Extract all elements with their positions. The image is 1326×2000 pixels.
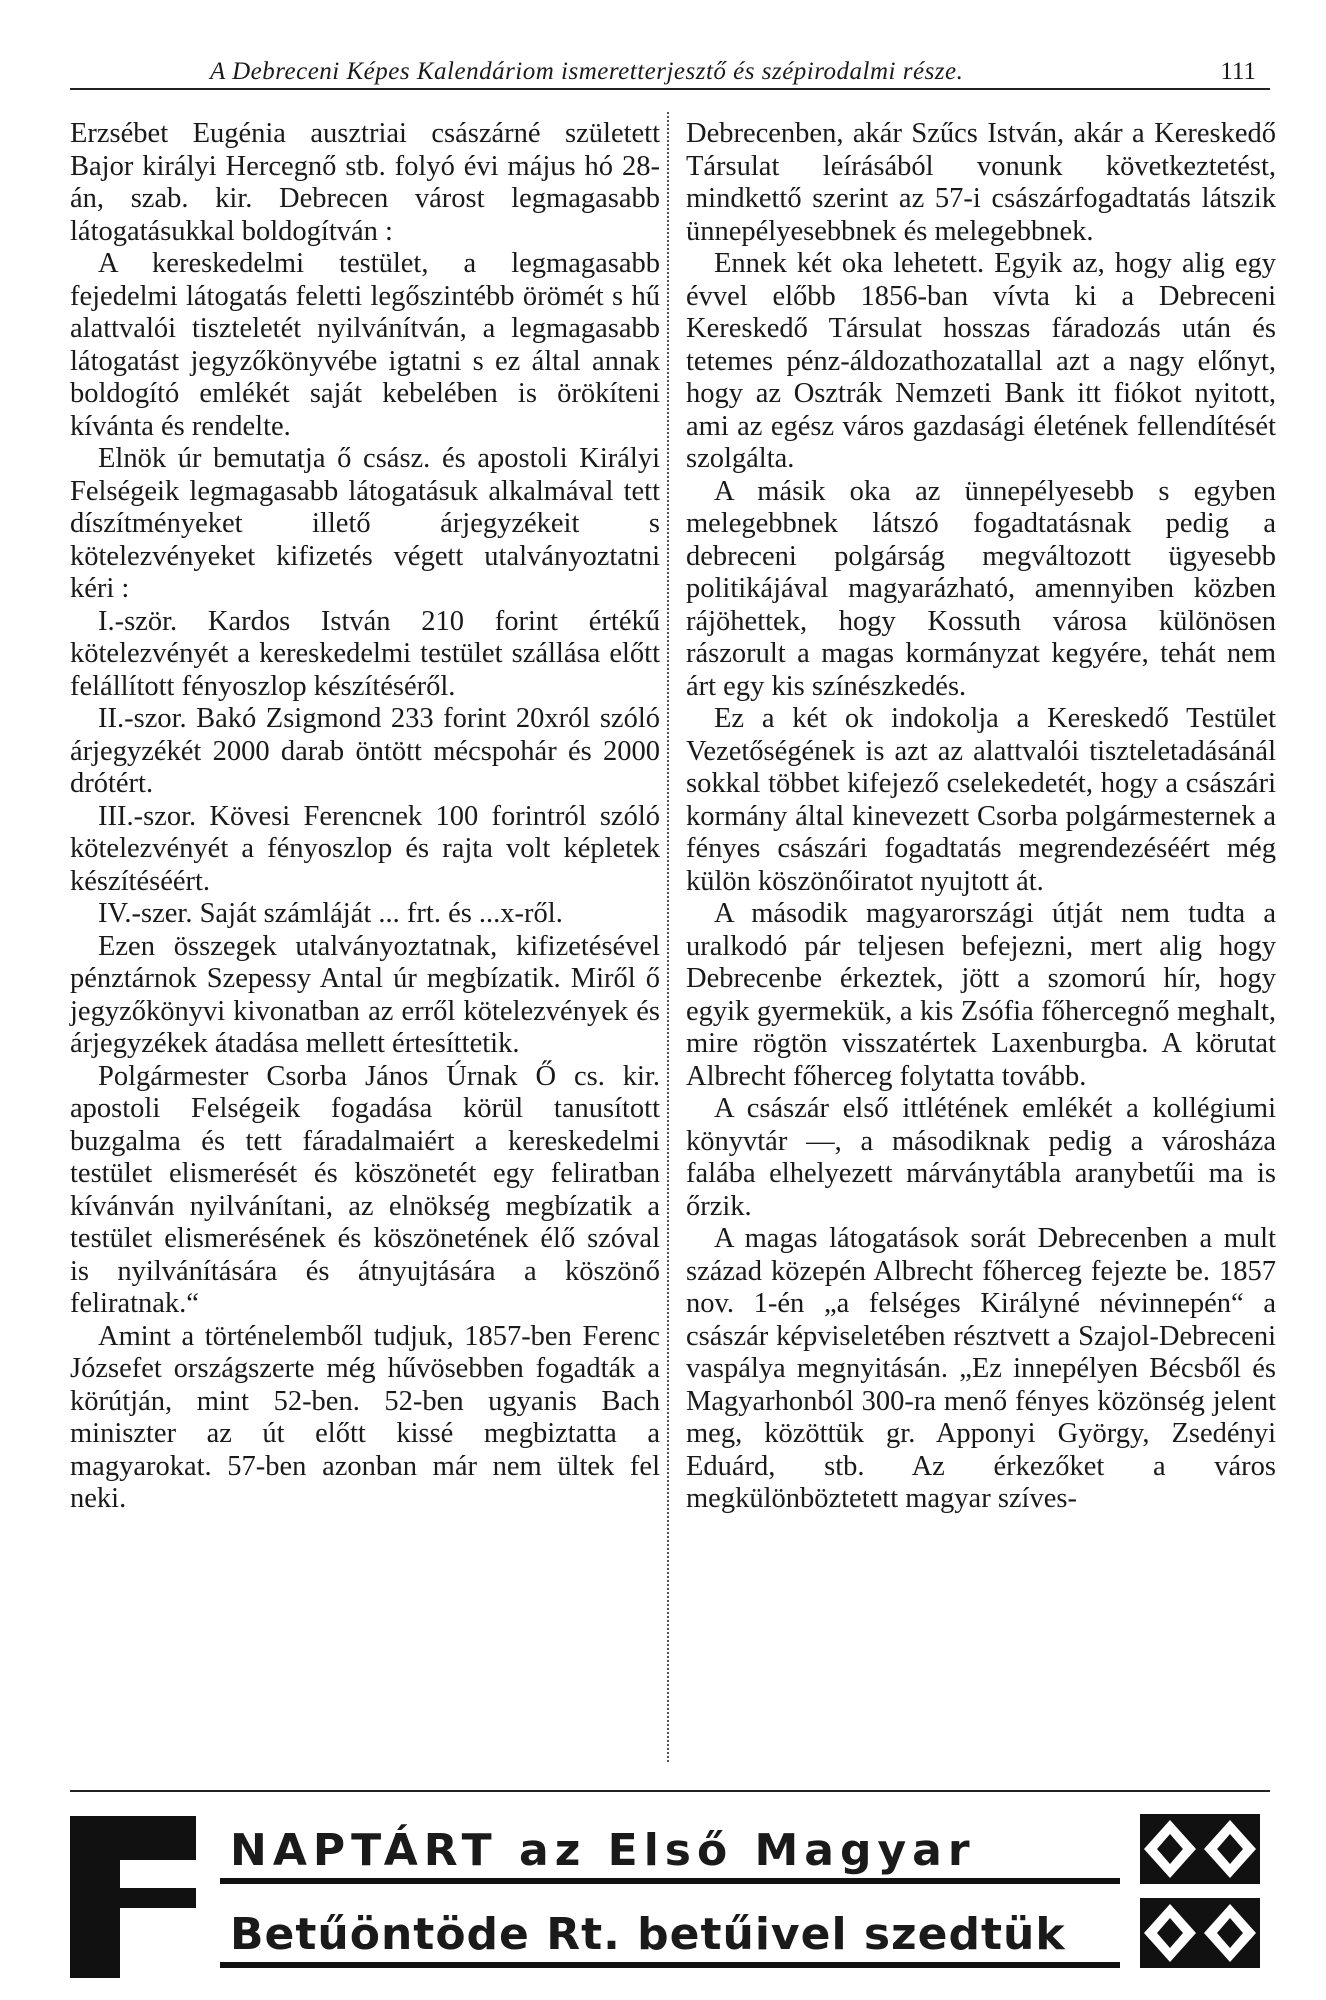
page-number: 111 bbox=[1220, 58, 1256, 85]
paragraph: Polgármester Csorba János Úrnak Ő cs. kir. apostoli Felségeik fogadása körül tanusított buzgalma és tett fáradalmaiért a kereskedelmi testület elismerését és köszönetét egy feliratban kívánván nyilvánítani, az elnökség megbízatik a testület elismerésének és köszönetének élő szóval is nyilvánítására és átnyujtására a köszönő feliratnak.“ bbox=[70, 1060, 660, 1319]
paragraph: A második magyarországi útját nem tudta a uralkodó pár teljesen befejezni, mert alig hogy Debrecenbe érkeztek, jött a szomorú hír, hogy egyik gyermekük, a kis Zsófia főhercegnő meghalt, mire rögtön visszatértek Laxenburgba. A körutat Albrecht főherceg folytatta tovább. bbox=[686, 898, 1276, 1092]
paragraph: Amint a történelemből tudjuk, 1857-ben Ferenc Józsefet országszerte még hűvösebben fogadták a körútján, mint 52-ben. 52-ben ugyanis Bach miniszter az út előtt kissé megbiztatta a magyarokat. 57-ben azonban már nem ültek fel neki. bbox=[70, 1320, 660, 1514]
paragraph: Ennek két oka lehetett. Egyik az, hogy alig egy évvel előbb 1856-ban vívta ki a Debreceni Kereskedő Társulat hosszas fáradozás után és tetemes pénz-áldozathozatallal azt a nagy előnyt, hogy az Osztrák Nemzeti Bank itt fiókot nyitott, ami az egész város gazdasági életének fellendítését szolgálta. bbox=[686, 248, 1276, 474]
advertisement-rule bbox=[70, 1790, 1270, 1792]
right-column bbox=[686, 118, 1276, 1516]
paragraph: III.-szor. Kövesi Ferencnek 100 forintról szóló kötelezvényét a fényoszlop és rajta volt képletek készítéséért. bbox=[70, 800, 660, 897]
paragraph: I.-ször. Kardos István 210 forint értékű kötelezvényét a kereskedelmi testület szállása előtt felállított fényoszlop készítéséről. bbox=[70, 605, 660, 702]
typefoundry-logo-icon bbox=[70, 1816, 196, 1978]
paragraph: Erzsébet Eugénia ausztriai császárné született Bajor királyi Hercegnő stb. folyó évi május hó 28-án, szab. kir. Debrecen várost legmagasabb látogatásukkal boldogítván : bbox=[70, 118, 660, 247]
paragraph: A kereskedelmi testület, a legmagasabb fejedelmi látogatás feletti legőszintébb örömét s hű alattvalói tiszteletét nyilvánítván, a legmagasabb látogatást jegyzőkönyvébe igtatni s ez által annak boldogító emlékét saját kebelében is örökíteni kívánta és rendelte. bbox=[70, 248, 660, 442]
paragraph: A császár első ittlétének emlékét a kollégiumi könyvtár —, a másodiknak pedig a városháza falába elhelyezett márványtábla aranybetűi ma is őrzik. bbox=[686, 1093, 1276, 1222]
paragraph: A magas látogatások sorát Debrecenben a mult század közepén Albrecht főherceg fejezte be. 1857 nov. 1-én „a felséges Királyné névinnepén“ a császár képviseletében résztvett a Szajol-Debreceni vaspálya megnyitásán. „Ez innepélyen Bécsből és Magyarhonból 300-ra menő fényes közönség jelent meg, közöttük gr. Apponyi György, Zsedényi Eduárd, stb. Az érkezőket a város megkülönböztetett magyar szíves- bbox=[686, 1223, 1276, 1514]
paragraph: Elnök úr bemutatja ő csász. és apostoli Királyi Felségeik legmagasabb látogatásuk alkalmával tett díszítményeket illető árjegyzékeit s kötelezvényeket kifizetés végett utalványoztatni kéri : bbox=[70, 443, 660, 604]
ad-line-1-text: NAPTÁRT az Első Magyar bbox=[230, 1825, 976, 1876]
running-header bbox=[70, 52, 1270, 92]
header-title: A Debreceni Képes Kalendáriom ismeretterjesztő és szépirodalmi része. bbox=[210, 58, 964, 85]
paragraph: II.-szor. Bakó Zsigmond 233 forint 20xról szóló árjegyzékét 2000 darab öntött mécspohár és 2000 drótért. bbox=[70, 703, 660, 799]
advertisement bbox=[70, 1808, 1270, 1978]
ad-line-1 bbox=[220, 1808, 1120, 1884]
paragraph: Debrecenben, akár Szűcs István, akár a Kereskedő Társulat leírásából vonunk következtetést, mindkettő szerint az 57-i császárfogadtatás látszik ünnepélyesebbnek és melegebbnek. bbox=[686, 118, 1276, 247]
header-rule bbox=[70, 88, 1270, 90]
left-column bbox=[70, 118, 660, 1516]
diamond-ornament-icon bbox=[1140, 1898, 1260, 1968]
paragraph: A másik oka az ünnepélyesebb s egyben melegebbnek látszó fogadtatásnak pedig a debreceni polgárság megváltozott ügyesebb politikájával magyarázható, amennyiben közben rájöhettek, hogy Kossuth városa különösen rászorult a magas kormányzat kegyére, tehát nem árt egy kis színészkedés. bbox=[686, 475, 1276, 702]
paragraph: IV.-szer. Saját számláját ... frt. és ...x-ről. bbox=[98, 898, 563, 929]
ad-line-2 bbox=[220, 1892, 1120, 1968]
ad-line-2-text: Betűöntöde Rt. betűivel szedtük bbox=[230, 1909, 1066, 1960]
diamond-ornament-icon bbox=[1140, 1814, 1260, 1884]
column-divider bbox=[667, 112, 669, 1762]
paragraph: Ez a két ok indokolja a Kereskedő Testület Vezetőségének is azt az alattvalói tiszteletadásánál sokkal többet kifejező cselekedetét, hogy a császári kormány által kinevezett Csorba polgármesternek a fényes császári fogadtatás megrendezéséért még külön köszönőiratot nyujtott át. bbox=[686, 703, 1276, 897]
paragraph: Ezen összegek utalványoztatnak, kifizetésével pénztárnok Szepessy Antal úr megbízatik. Miről ő jegyzőkönyvi kivonatban az erről kötelezvények és árjegyzékek átadása mellett értesíttetik. bbox=[70, 930, 660, 1059]
